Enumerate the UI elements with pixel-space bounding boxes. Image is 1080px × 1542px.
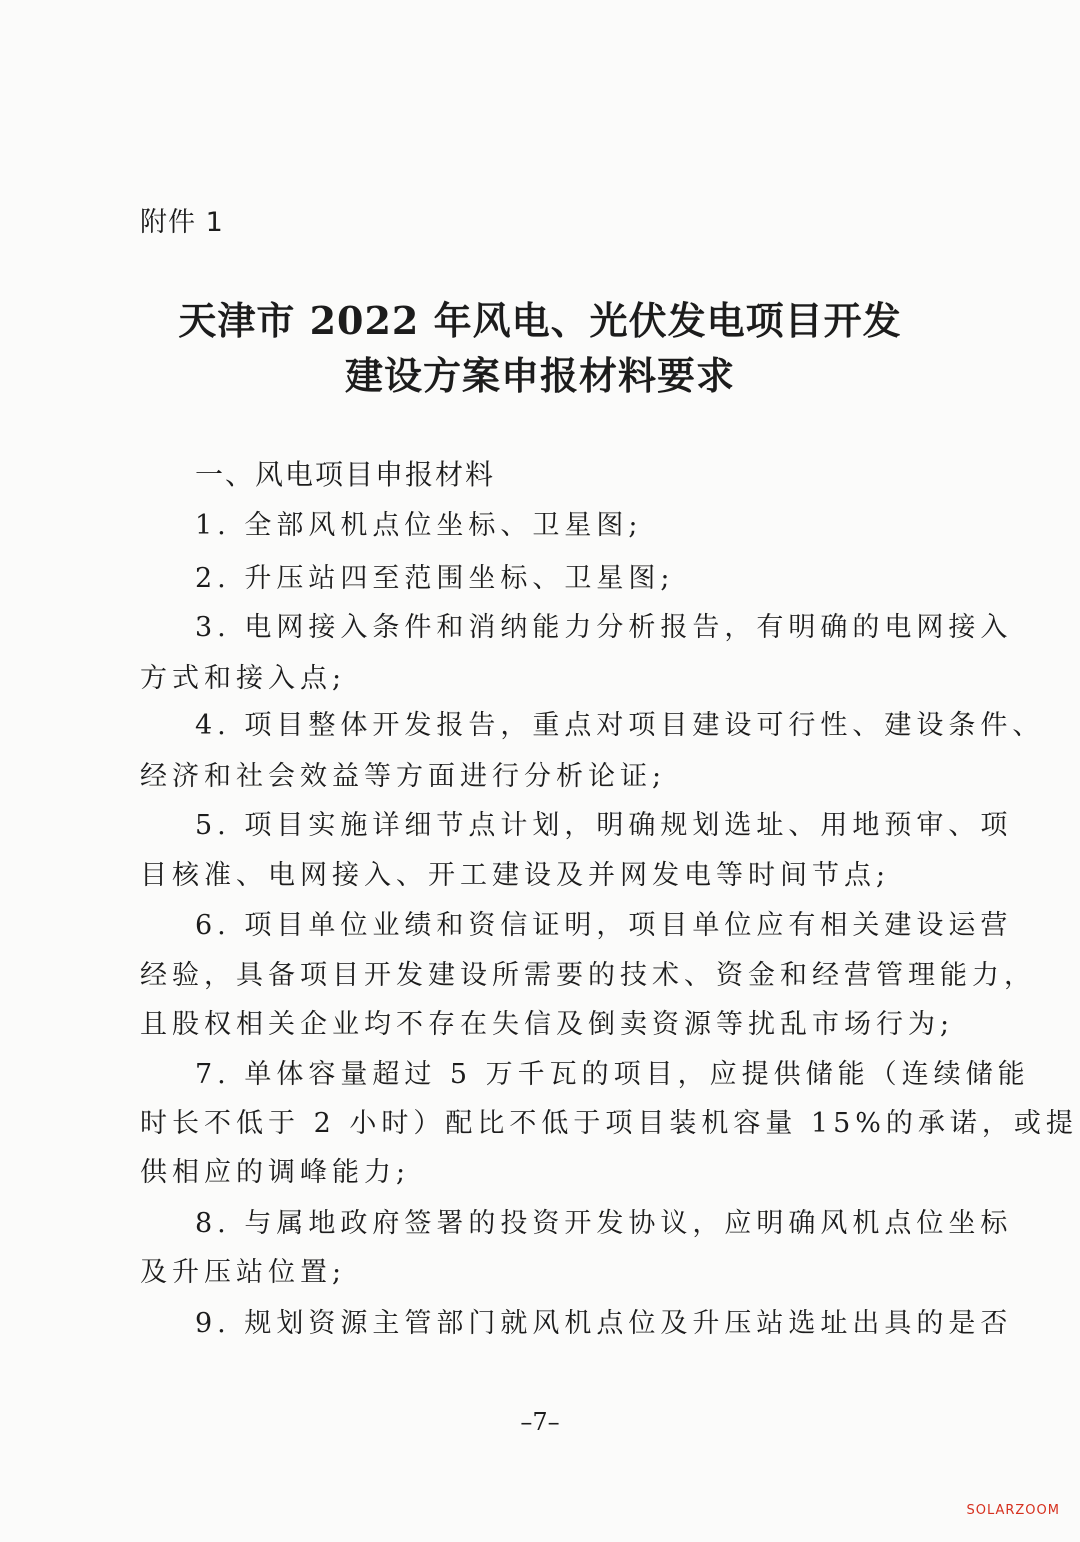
section-heading: 一、风电项目申报材料 bbox=[195, 458, 496, 491]
item-5-line-2: 目核准、电网接入、开工建设及并网发电等时间节点; bbox=[140, 860, 891, 891]
item-3-line-1: 3. 电网接入条件和消纳能力分析报告，有明确的电网接入 bbox=[195, 612, 1013, 643]
item-7-line-1: 7. 单体容量超过 5 万千瓦的项目，应提供储能（连续储能 bbox=[195, 1059, 1030, 1090]
attachment-label: 附件 1 bbox=[140, 207, 224, 238]
item-7-line-3: 供相应的调峰能力; bbox=[140, 1157, 411, 1188]
item-6-line-2: 经验，具备项目开发建设所需要的技术、资金和经营管理能力， bbox=[140, 960, 1036, 991]
page-number: –7– bbox=[520, 1408, 560, 1436]
document-title-line-2: 建设方案申报材料要求 bbox=[344, 353, 735, 398]
item-2-line: 2. 升压站四至范围坐标、卫星图; bbox=[195, 563, 675, 594]
item-4-line-1: 4. 项目整体开发报告，重点对项目建设可行性、建设条件、 bbox=[195, 710, 1045, 741]
item-8-line-1: 8. 与属地政府签署的投资开发协议，应明确风机点位坐标 bbox=[195, 1208, 1013, 1239]
watermark-logo: SOLARZOOM bbox=[966, 1503, 1060, 1518]
item-7-line-2: 时长不低于 2 小时）配比不低于项目装机容量 15%的承诺，或提 bbox=[140, 1108, 1078, 1139]
item-1-line: 1. 全部风机点位坐标、卫星图; bbox=[195, 510, 643, 541]
item-9-line-1: 9. 规划资源主管部门就风机点位及升压站选址出具的是否 bbox=[195, 1308, 1013, 1339]
item-6-line-1: 6. 项目单位业绩和资信证明，项目单位应有相关建设运营 bbox=[195, 910, 1013, 941]
item-6-line-3: 且股权相关企业均不存在失信及倒卖资源等扰乱市场行为; bbox=[140, 1009, 955, 1040]
document-title-line-1: 天津市 2022 年风电、光伏发电项目开发 bbox=[178, 298, 902, 343]
item-5-line-1: 5. 项目实施详细节点计划，明确规划选址、用地预审、项 bbox=[195, 810, 1013, 841]
item-8-line-2: 及升压站位置; bbox=[140, 1257, 347, 1288]
item-4-line-2: 经济和社会效益等方面进行分析论证; bbox=[140, 761, 667, 792]
item-3-line-2: 方式和接入点; bbox=[140, 663, 347, 694]
